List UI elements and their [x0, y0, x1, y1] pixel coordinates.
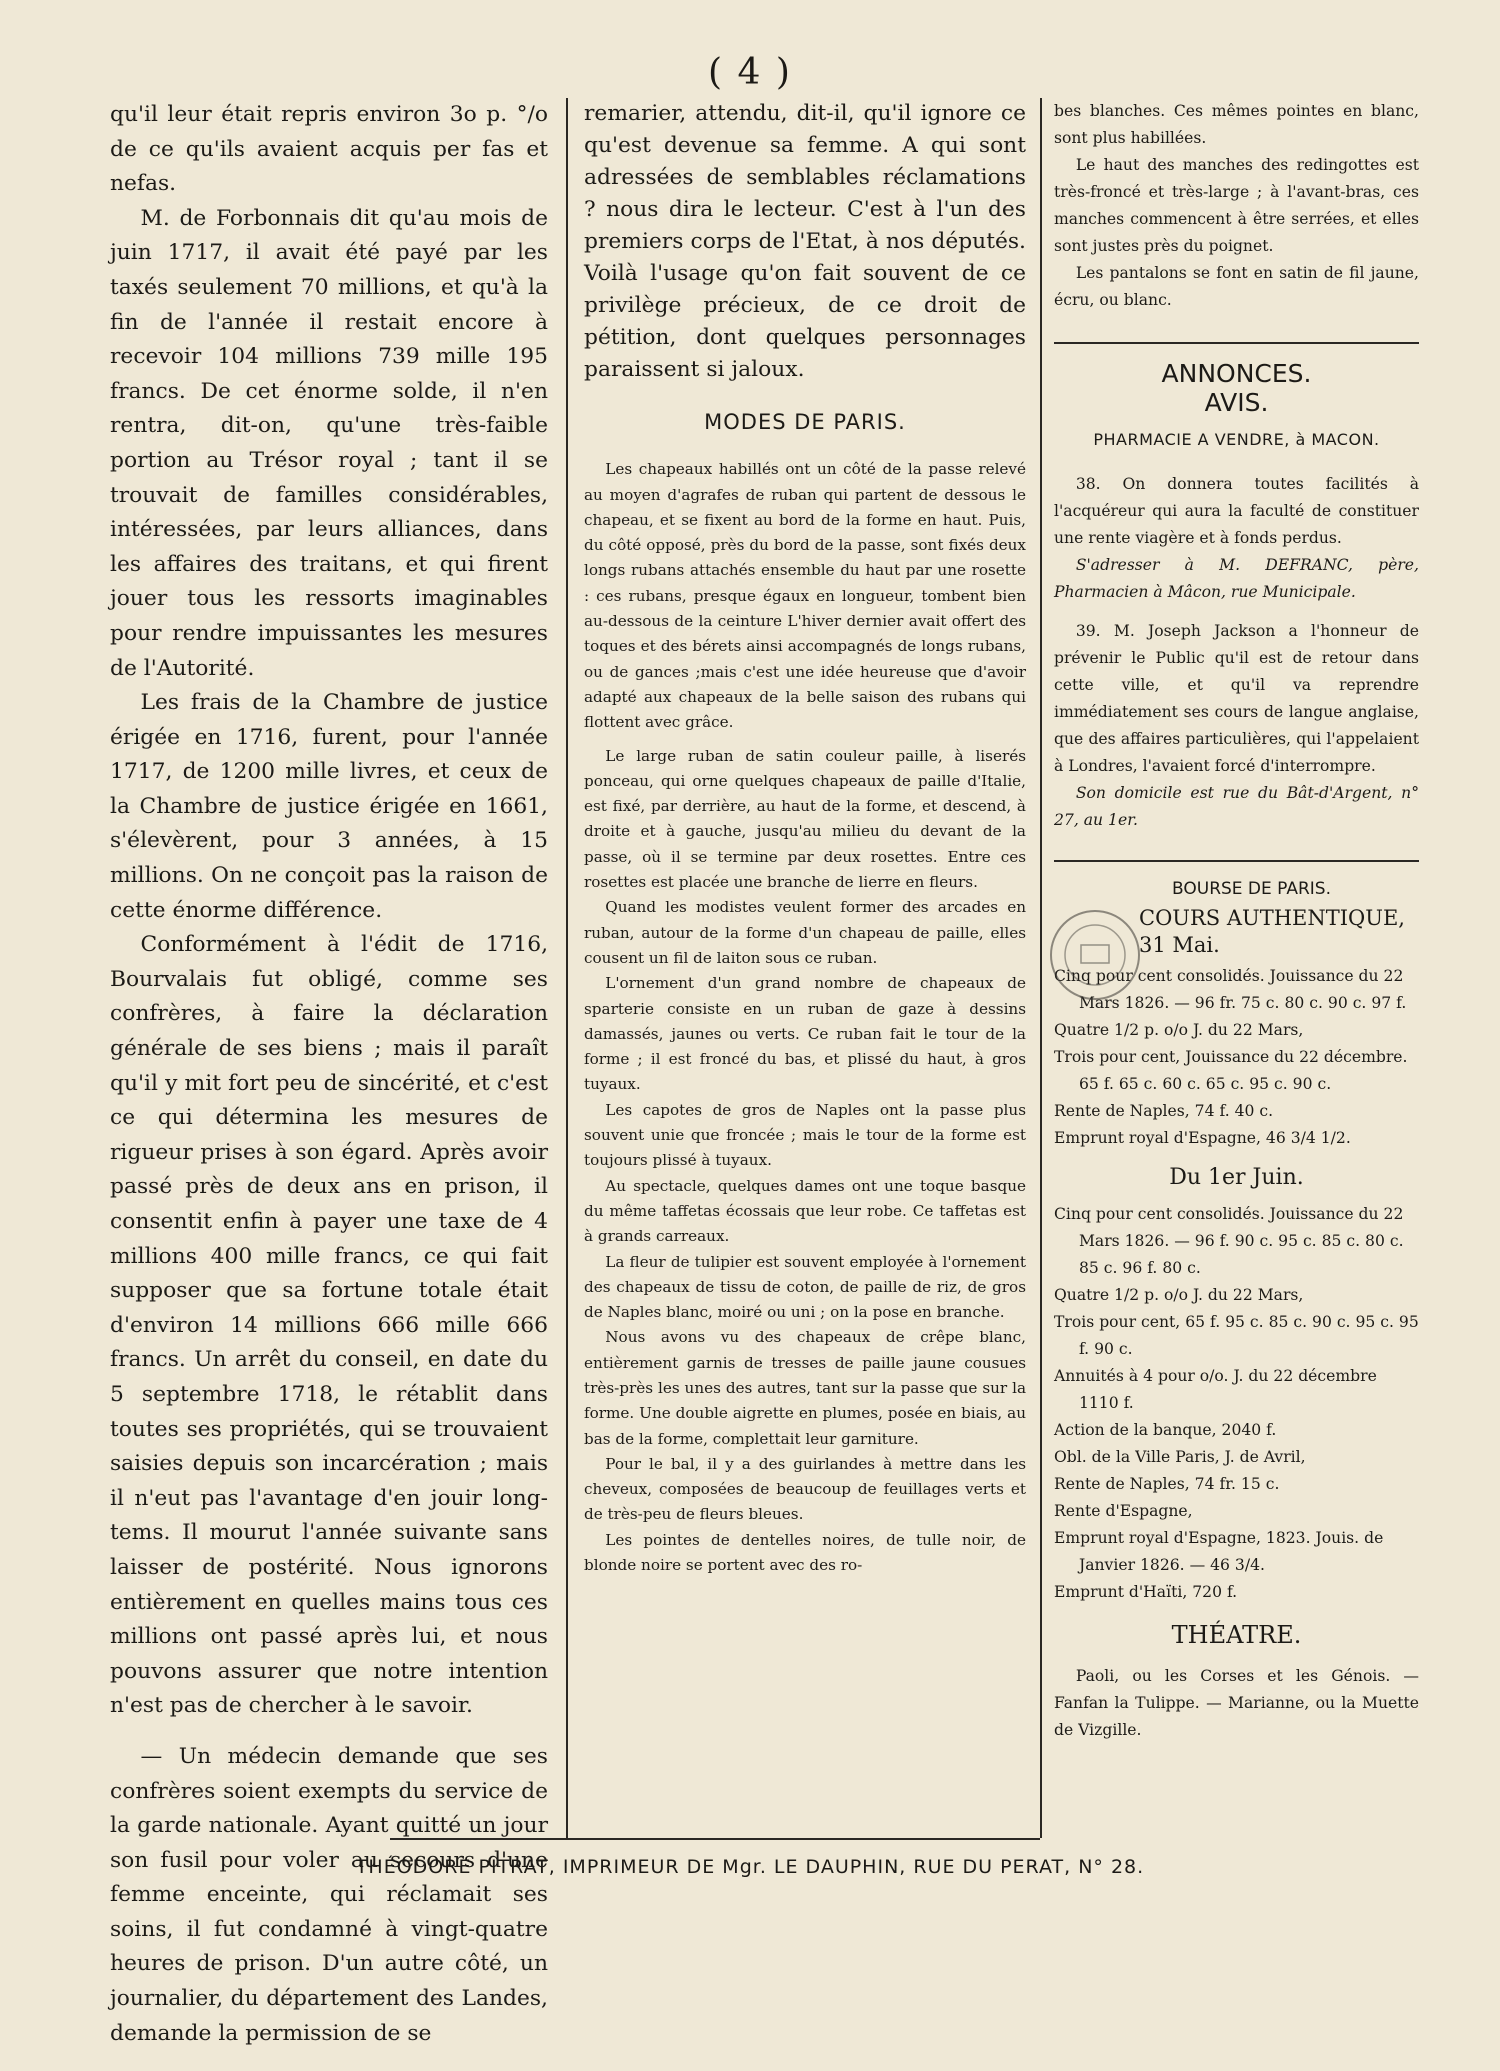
col1-paragraph: Les frais de la Chambre de justice érigée en 1716, furent, pour l'année 1717, de 1200 mille livres, et ceux de la Chambre de justice érigée en 1661, s'élevèrent, pour 3 années, à 15 millions. On ne conçoit pas la raison de cette énorme différence.	[110, 690, 548, 923]
pharmacie-heading: PHARMACIE A VENDRE, à MACON.	[1093, 430, 1380, 449]
annonces-heading: ANNONCES.	[1161, 359, 1312, 388]
list-item: Emprunt royal d'Espagne, 46 3/4 1/2.	[1054, 1129, 1351, 1147]
avis-heading: AVIS.	[1204, 388, 1269, 417]
list-item: Trois pour cent, 65 f. 95 c. 85 c. 90 c. 95 c. 95 f. 90 c.	[1054, 1313, 1419, 1358]
library-stamp-icon	[1045, 905, 1145, 1005]
modes-paragraph: Les chapeaux habillés ont un côté de la passe relevé au moyen d'agrafes de ruban qui partent de dessous le chapeau, et se fixent au bord de la forme en haut. Puis, du côté opposé, près du bord de la passe, sont fixés deux longs rubans attachés ensemble du haut par une rosette : ces rubans, presque égaux en longueur, tombent bien au-dessous de la ceinture L'hiver dernier avait offert des toques et des bérets ainsi accompagnés de longs rubans, ou de gances ;mais c'est une idée heureuse que d'avoir adapté aux chapeaux de la belle saison des rubans qui flottent avec grâce.	[584, 460, 1026, 732]
list-item: Emprunt d'Haïti, 720 f.	[1054, 1583, 1238, 1601]
ad-39: 39. M. Joseph Jackson a l'honneur de prévenir le Public qu'il est de retour dans cette ville, et qu'il va reprendre immédiatement ses cours de langue anglaise, que des affaires particulières, qui l'appelaient à Londres, l'avaient forcé d'interrompre.	[1054, 622, 1419, 775]
bourse-title: BOURSE DE PARIS.	[1172, 879, 1331, 899]
annonces-rule	[1054, 342, 1419, 344]
ad-38: 38. On donnera toutes facilités à l'acquéreur qui aura la faculté de constituer une rente viagère et à fonds perdus.	[1054, 475, 1419, 547]
modes-paragraph: Les pointes de dentelles noires, de tulle noir, de blonde noire se portent avec des ro-	[584, 1530, 1026, 1575]
col1-paragraph: qu'il leur était repris environ 3o p. °/o de ce qu'ils avaient acquis per fas et nefas.	[110, 102, 548, 197]
bourse-1-juin-list	[1054, 1201, 1419, 1606]
column-rule-left	[566, 98, 568, 1838]
list-item: Quatre 1/2 p. o/o J. du 22 Mars,	[1054, 1021, 1304, 1039]
col3-top-paragraph: Le haut des manches des redingottes est très-froncé et très-large ; à l'avant-bras, ces manches commencent à être serrées, et elles sont justes près du poignet.	[1054, 156, 1419, 255]
modes-paragraph: Au spectacle, quelques dames ont une toque basque du même taffetas écossais que leur robe. Ce taffetas est à grands carreaux.	[584, 1176, 1026, 1246]
theatre-heading: THÉATRE.	[1171, 1621, 1302, 1649]
modes-paragraph: Quand les modistes veulent former des arcades en ruban, autour de la forme d'un chapeau de paille, elles cousent un fil de laiton sous ce ruban.	[584, 898, 1026, 967]
col1-paragraph: M. de Forbonnais dit qu'au mois de juin 1717, il avait été payé par les taxés seulement 70 millions, et qu'à la fin de l'année il restait encore à recevoir 104 millions 739 mille 195 francs. De cet énorme solde, il n'en rentra, dit-on, qu'une très-faible portion au Trésor royal ; tant il se trouvait de familles considérables, intéressées, par leurs alliances, dans les affaires des traitans, et qui firent jouer tous les ressorts imaginables pour rendre impuissantes les mesures de l'Autorité.	[110, 205, 548, 681]
column-2	[584, 98, 1026, 1578]
du-juin-heading: Du 1er Juin.	[1169, 1165, 1304, 1190]
theatre-text: Paoli, ou les Corses et les Génois. — Fanfan la Tulippe. — Marianne, ou la Muette de Vizgille.	[1054, 1667, 1419, 1739]
col1-paragraph: — Un médecin demande que ses confrères soient exempts du service de la garde nationale. Ayant quitté un jour son fusil pour voler au secours d'une femme enceinte, qui réclamait ses soins, il fut condamné à vingt-quatre heures de prison. D'un autre côté, un journalier, du département des Landes, demande la permission de se	[110, 1743, 548, 2046]
col1-paragraph: Conformément à l'édit de 1716, Bourvalais fut obligé, comme ses confrères, à faire la déclaration générale de ses biens ; mais il paraît qu'il y mit fort peu de sincérité, et c'est ce qui détermina les mesures de rigueur prises à son égard. Après avoir passé près de deux ans en prison, il consentit enfin à payer une taxe de 4 millions 400 mille francs, ce qui fait supposer que sa fortune totale était d'environ 14 millions 666 mille 666 francs. Un arrêt du conseil, en date du 5 septembre 1718, le rétablit dans toutes ses propriétés, qui se trouvaient saisies depuis son incarcération ; mais il n'eut pas l'avantage d'en jouir long-tems. Il mourut l'année suivante sans laisser de postérité. Nous ignorons entièrement en quelles mains tous ces millions ont passé après lui, et nous pouvons assurer que notre intention n'est pas de chercher à le savoir.	[110, 932, 548, 1719]
list-item: Emprunt royal d'Espagne, 1823. Jouis. de Janvier 1826. — 46 3/4.	[1054, 1529, 1384, 1574]
col3-top-paragraph: bes blanches. Ces mêmes pointes en blanc, sont plus habillées.	[1054, 102, 1419, 147]
modes-paragraph: Nous avons vu des chapeaux de crêpe blanc, entièrement garnis de tresses de paille jaune cousues très-près les unes des autres, tant sur la passe que sur la forme. Une double aigrette en plumes, posée en biais, au bas de la forme, complettait leur garniture.	[584, 1328, 1026, 1448]
col2-top-paragraph: remarier, attendu, dit-il, qu'il ignore ce qu'est devenue sa femme. A qui sont adressées de semblables réclamations ? nous dira le lecteur. C'est à l'un des premiers corps de l'Etat, à nos députés. Voilà l'usage qu'on fait souvent de ce privilège précieux, de ce droit de pétition, dont quelques personnages paraissent si jaloux.	[584, 101, 1026, 382]
modes-paragraph: Pour le bal, il y a des guirlandes à mettre dans les cheveux, composées de beaucoup de feuillages verts et de très-peu de fleurs bleues.	[584, 1454, 1026, 1524]
modes-paragraph: Le large ruban de satin couleur paille, à liserés ponceau, qui orne quelques chapeaux de paille d'Italie, est fixé, par derrière, au haut de la forme, et descend, à droite et à gauche, jusqu'au milieu du devant de la passe, où il se termine par deux rosettes. Entre ces rosettes est placée une branche de lierre en fleurs.	[584, 746, 1026, 892]
list-item: Annuités à 4 pour o/o. J. du 22 décembre 1110 f.	[1054, 1367, 1377, 1412]
ad-39-contact: Son domicile est rue du Bât-d'Argent, n° 27, au 1er.	[1054, 784, 1419, 829]
list-item: Cinq pour cent consolidés. Jouissance du 22 Mars 1826. — 96 f. 90 c. 95 c. 85 c. 80 c. 85 c. 96 f. 80 c.	[1054, 1205, 1404, 1277]
list-item: Trois pour cent, Jouissance du 22 décembre. 65 f. 65 c. 60 c. 65 c. 95 c. 90 c.	[1054, 1048, 1408, 1093]
page-number: ( 4 )	[708, 52, 792, 93]
bourse-rule	[1054, 860, 1419, 862]
ad-38-contact: S'adresser à M. DEFRANC, père, Pharmacien à Mâcon, rue Municipale.	[1054, 556, 1419, 601]
list-item: Rente de Naples, 74 f. 40 c.	[1054, 1102, 1274, 1120]
modes-de-paris-heading: MODES DE PARIS.	[704, 410, 906, 434]
list-item: Obl. de la Ville Paris, J. de Avril,	[1054, 1448, 1306, 1466]
list-item: Quatre 1/2 p. o/o J. du 22 Mars,	[1054, 1286, 1304, 1304]
list-item: Action de la banque, 2040 f.	[1054, 1421, 1277, 1439]
modes-paragraph: L'ornement d'un grand nombre de chapeaux de sparterie consiste en un ruban de gaze à dessins damassés, jaunes ou verts. Ce ruban fait le tour de la forme ; il est froncé du bas, et plissé du haut, à gros tuyaux.	[584, 974, 1026, 1094]
list-item: Cinq pour cent consolidés. Jouissance du 22 Mars 1826. — 96 fr. 75 c. 80 c. 90 c. 97 f.	[1054, 967, 1407, 1012]
modes-paragraph: Les capotes de gros de Naples ont la passe plus souvent unie que froncée ; mais le tour de la forme est toujours plissé à tuyaux.	[584, 1100, 1026, 1170]
printer-footer: THÉODORE PITRAT, IMPRIMEUR DE Mgr. LE DAUPHIN, RUE DU PERAT, N° 28.	[355, 1856, 1145, 1878]
column-1	[110, 98, 548, 2051]
list-item: Rente d'Espagne,	[1054, 1502, 1193, 1520]
bourse-subtitle: COURS AUTHENTIQUE, 31 Mai.	[1139, 906, 1405, 957]
column-rule-right	[1040, 98, 1042, 1838]
list-item: Rente de Naples, 74 fr. 15 c.	[1054, 1475, 1280, 1493]
modes-paragraph: La fleur de tulipier est souvent employée à l'ornement des chapeaux de tissu de coton, de paille de riz, de gros de Naples blanc, moiré ou uni ; on la pose en branche.	[584, 1252, 1026, 1322]
col3-top-paragraph: Les pantalons se font en satin de fil jaune, écru, ou blanc.	[1054, 264, 1419, 309]
